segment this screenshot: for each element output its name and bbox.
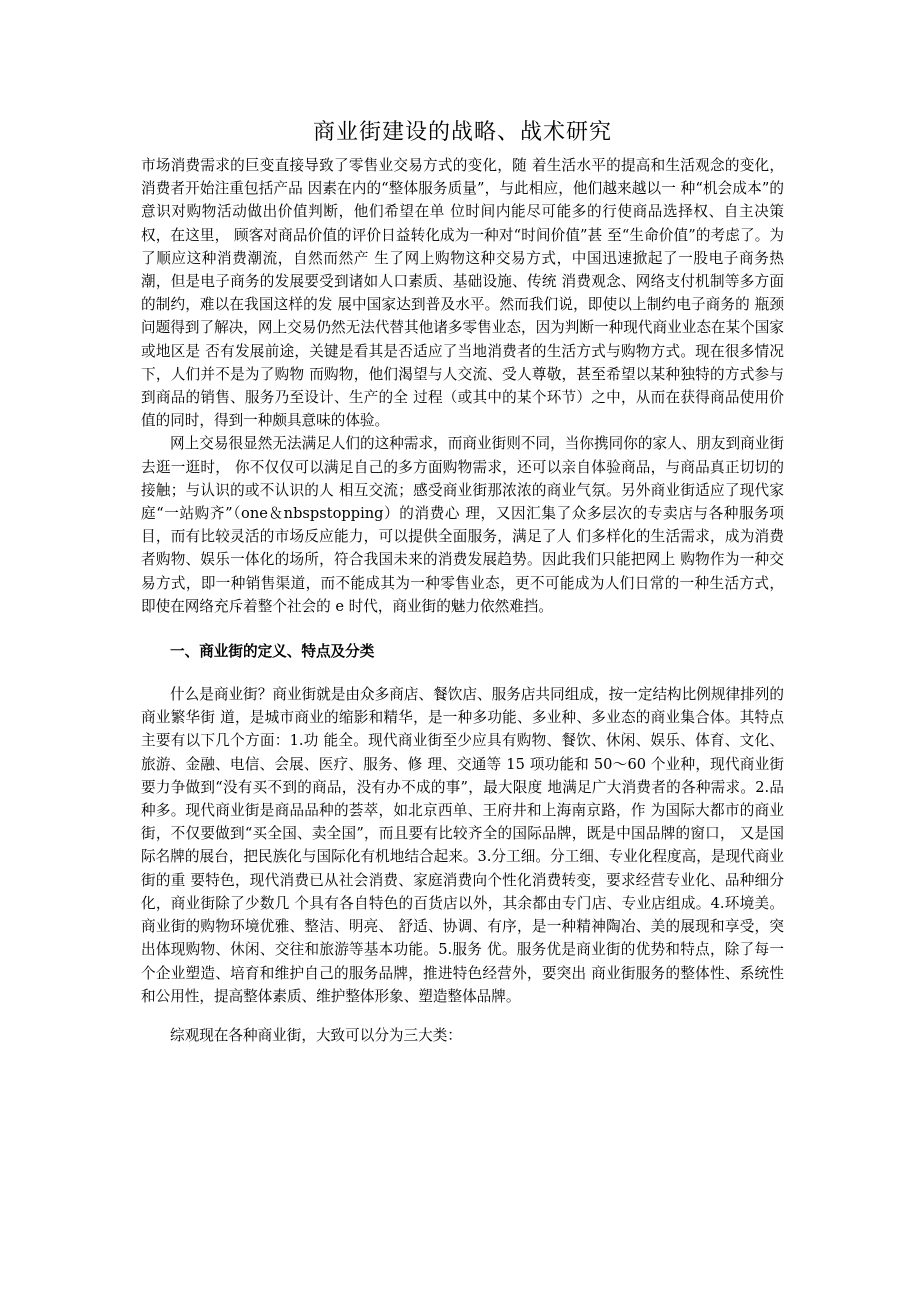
paragraph-classification: 综观现在各种商业街，大致可以分为三大类： (170, 1026, 462, 1044)
document-title: 商业街建设的战略、战术研究 (312, 120, 612, 145)
paragraph-definition: 什么是商业街？商业街就是由众多商店、餐饮店、服务店共同组成，按一定结构比例规律排列的商业繁华街 道，是城市商业的缩影和精华，是一种多功能、多业种、多业态的商业集合体。其特点主要有以下几个方面：1.功 能全。现代商业街至少应具有购物、餐饮、休闲、娱乐、体育、文化、旅游、金融、电信、会展、医疗、服务、修 理、交通等 15 项功能和 50～60 个业种，现代商业街要力争做到“没有买不到的商品，没有办不成的事”，最大限度 地满足广大消费者的各种需求。2.品种多。现代商业街是商品品种的荟萃，如北京西单、王府井和上海南京路，作 为国际大都市的商业街，不仅要做到“买全国、卖全国”，而且要有比较齐全的国际品牌，既是中国品牌的窗口， 又是国际名牌的展台，把民族化与国际化有机地结合起来。3.分工细。分工细、专业化程度高，是现代商业街的重 要特色，现代消费已从社会消费、家庭消费向个性化消费转变，要求经营专业化、品种细分化，商业街除了少数几 个具有各自特色的百货店以外，其余都由专门店、专业店组成。4.环境美。商业街的购物环境优雅、整洁、明亮、 舒适、协调、有序，是一种精神陶冶、美的展现和享受，突出体现购物、休闲、交往和旅游等基本功能。5.服务 优。服务优是商业街的优势和特点，除了每一个企业塑造、培育和维护自己的服务品牌，推进特色经营外，要突出 商业街服务的整体性、系统性和公用性，提高整体素质、维护整体形象、塑造整体品牌。 (141, 686, 784, 1005)
paragraph-intro: 市场消费需求的巨变直接导致了零售业交易方式的变化，随 着生活水平的提高和生活观念的变化，消费者开始注重包括产品 因素在内的“整体服务质量”，与此相应，他们越来越以一 种“机会成本”的意识对购物活动做出价值判断，他们希望在单 位时间内能尽可能多的行使商品选择权、自主决策权，在这里， 顾客对商品价值的评价日益转化成为一种对“时间价值”甚 至“生命价值”的考虑了。为了顺应这种消费潮流，自然而然产 生了网上购物这种交易方式，中国迅速掀起了一股电子商务热 潮，但是电子商务的发展要受到诸如人口素质、基础设施、传统 消费观念、网络支付机制等多方面的制约，难以在我国这样的发 展中国家达到普及水平。然而我们说，即使以上制约电子商务的 瓶颈问题得到了解决，网上交易仍然无法代替其他诸多零售业态，因为判断一种现代商业业态在某个国家或地区是 否有发展前途，关键是看其是否适应了当地消费者的生活方式与购物方式。现在很多情况下，人们并不是为了购物 而购物，他们渴望与人交流、受人尊敬，甚至希望以某种独特的方式参与到商品的销售、服务乃至设计、生产的全 过程（或其中的某个环节）之中，从而在获得商品使用价值的同时，得到一种颇具意味的体验。 (141, 157, 784, 430)
section-heading: 一、商业街的定义、特点及分类 (170, 643, 375, 661)
document-page (141, 118, 784, 1047)
paragraph-online-vs-street: 网上交易很显然无法满足人们的这种需求，而商业街则不同，当你携同你的家人、朋友到商业街去逛一逛时， 你不仅仅可以满足自己的多方面购物需求，还可以亲自体验商品，与商品真正切切的接触；与认识的或不认识的人 相互交流；感受商业街那浓浓的商业气氛。另外商业街适应了现代家庭“一站购齐”（one＆nbspstopping）的消费心 理，又因汇集了众多层次的专卖店与各种服务项目，而有比较灵活的市场反应能力，可以提供全面服务，满足了人 们多样化的生活需求，成为消费者购物、娱乐一体化的场所，符合我国未来的消费发展趋势。因此我们只能把网上 购物作为一种交易方式，即一种销售渠道，而不能成其为一种零售业态，更不可能成为人们日常的一种生活方式， 即使在网络充斥着整个社会的 e 时代，商业街的魅力依然难挡。 (141, 435, 784, 615)
